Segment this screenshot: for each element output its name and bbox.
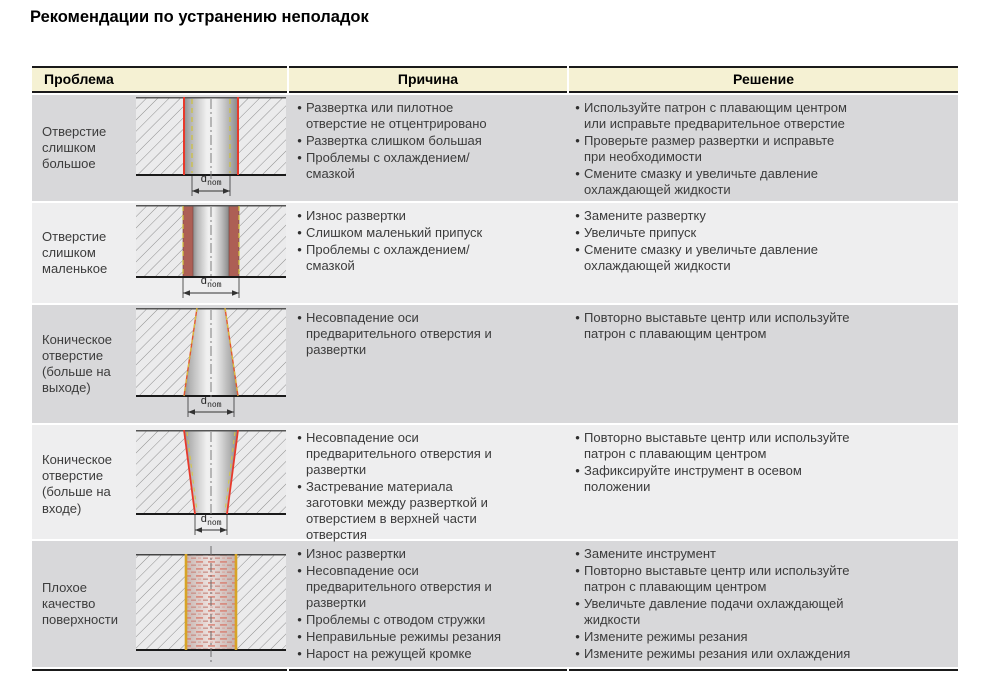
problem-label: Отверстие слишком маленькое bbox=[42, 228, 108, 277]
bullet-icon: • bbox=[575, 462, 580, 478]
bullet-icon: • bbox=[297, 310, 302, 325]
cause-item: • Несовпадение оси предварительного отверстия и развертки bbox=[293, 430, 565, 478]
solution-item: • Измените режимы резания или охлаждения bbox=[571, 646, 954, 662]
cause-item: • Износ развертки bbox=[293, 208, 565, 224]
bore-poor-finish-diagram bbox=[136, 546, 286, 662]
cause-item: • Неправильные режимы резания bbox=[293, 629, 565, 645]
header-cell-cause: Причина bbox=[289, 66, 567, 93]
solution-item: • Повторно выставьте центр или используйте патрон с плавающим центром bbox=[571, 310, 954, 342]
solution-item: • Повторно выставьте центр или используйте патрон с плавающим центром bbox=[571, 563, 954, 595]
bullet-icon: • bbox=[297, 149, 302, 165]
solution-item: • Увеличьте давление подачи охлаждающей жидкости bbox=[571, 596, 954, 628]
bore-undersized-diagram bbox=[136, 205, 286, 301]
solution-item: • Замените развертку bbox=[571, 208, 954, 224]
bullet-icon: • bbox=[575, 546, 580, 561]
cause-item: • Проблемы с отводом стружки bbox=[293, 612, 565, 628]
bore-oversized-diagram bbox=[136, 97, 286, 199]
cause-list bbox=[287, 425, 565, 543]
bullet-icon: • bbox=[297, 100, 302, 115]
table-row bbox=[32, 203, 958, 303]
solution-item: • Проверьте размер развертки и исправьте при необходимости bbox=[571, 133, 954, 165]
solution-list bbox=[565, 305, 954, 342]
bullet-icon: • bbox=[575, 562, 580, 578]
bullet-icon: • bbox=[575, 100, 580, 115]
cause-item: • Слишком маленький припуск bbox=[293, 225, 565, 241]
solution-item: • Повторно выставьте центр или используйте патрон с плавающим центром bbox=[571, 430, 954, 462]
solution-item: • Замените инструмент bbox=[571, 546, 954, 562]
cause-list bbox=[287, 95, 565, 182]
problem-label: Коническое отверстие (больше на входе) bbox=[42, 451, 113, 516]
bullet-icon: • bbox=[575, 208, 580, 223]
cause-item: • Развертка слишком большая bbox=[293, 133, 565, 149]
bullet-icon: • bbox=[575, 132, 580, 148]
cause-list bbox=[287, 305, 565, 358]
cause-item: • Проблемы с охлаждением/смазкой bbox=[293, 150, 565, 182]
problem-label: Плохое качество поверхности bbox=[42, 579, 118, 628]
page-title: Рекомендации по устранению неполадок bbox=[30, 8, 369, 26]
bullet-icon: • bbox=[297, 478, 302, 494]
bullet-icon: • bbox=[575, 310, 580, 325]
bullet-icon: • bbox=[297, 628, 302, 644]
table-header-row bbox=[32, 66, 958, 93]
solution-item: • Измените режимы резания bbox=[571, 629, 954, 645]
bullet-icon: • bbox=[575, 165, 580, 181]
cause-list bbox=[287, 203, 565, 274]
table-row bbox=[32, 425, 958, 542]
bullet-icon: • bbox=[297, 132, 302, 148]
header-cell-solution: Решение bbox=[569, 66, 958, 93]
solution-item: • Смените смазку и увеличьте давление охлаждающей жидкости bbox=[571, 242, 954, 274]
dnom-label: $d_{nom}$ bbox=[200, 396, 222, 411]
cause-item: • Износ развертки bbox=[293, 546, 565, 562]
bullet-icon: • bbox=[575, 595, 580, 611]
bullet-icon: • bbox=[297, 546, 302, 561]
cause-item: • Развертка или пилотное отверстие не отцентрировано bbox=[293, 100, 565, 132]
solution-item: • Используйте патрон с плавающим центром или исправьте предварительное отверстие bbox=[571, 100, 954, 132]
bullet-icon: • bbox=[575, 430, 580, 445]
cause-item: • Нарост на режущей кромке bbox=[293, 646, 565, 662]
solution-item: • Смените смазку и увеличьте давление охлаждающей жидкости bbox=[571, 166, 954, 198]
bullet-icon: • bbox=[297, 224, 302, 240]
bore-taper-exit-diagram bbox=[136, 308, 286, 420]
cause-item: • Проблемы с охлаждением/смазкой bbox=[293, 242, 565, 274]
solution-list bbox=[565, 95, 954, 198]
bullet-icon: • bbox=[575, 628, 580, 644]
bullet-icon: • bbox=[575, 224, 580, 240]
solution-list bbox=[565, 425, 954, 495]
header-cell-problem: Проблема bbox=[32, 66, 287, 93]
solution-item: • Зафиксируйте инструмент в осевом положении bbox=[571, 463, 954, 495]
bullet-icon: • bbox=[297, 208, 302, 223]
table-row bbox=[32, 541, 958, 667]
bullet-icon: • bbox=[575, 241, 580, 257]
bullet-icon: • bbox=[297, 241, 302, 257]
troubleshooting-table bbox=[32, 66, 958, 671]
table-row bbox=[32, 95, 958, 201]
solution-item: • Увеличьте припуск bbox=[571, 225, 954, 241]
bullet-icon: • bbox=[297, 430, 302, 445]
dnom-label: $d_{nom}$ bbox=[200, 514, 222, 529]
dnom-label: $d_{nom}$ bbox=[200, 174, 222, 189]
dnom-label: $d_{nom}$ bbox=[200, 276, 222, 291]
bore-taper-entry-diagram bbox=[136, 430, 286, 538]
solution-list bbox=[565, 203, 954, 274]
table-bottom-border bbox=[32, 669, 958, 671]
bullet-icon: • bbox=[297, 645, 302, 661]
bullet-icon: • bbox=[297, 611, 302, 627]
cause-item: • Несовпадение оси предварительного отверстия и развертки bbox=[293, 310, 565, 358]
problem-label: Коническое отверстие (больше на выходе) bbox=[42, 331, 113, 396]
cause-item: • Застревание материала заготовки между разверткой и отверстием в верхней части отверстия bbox=[293, 479, 565, 543]
solution-list bbox=[565, 541, 954, 662]
bullet-icon: • bbox=[297, 562, 302, 578]
bullet-icon: • bbox=[575, 645, 580, 661]
cause-list bbox=[287, 541, 565, 662]
cause-item: • Несовпадение оси предварительного отверстия и развертки bbox=[293, 563, 565, 611]
problem-label: Отверстие слишком большое bbox=[42, 123, 107, 172]
table-row bbox=[32, 305, 958, 423]
